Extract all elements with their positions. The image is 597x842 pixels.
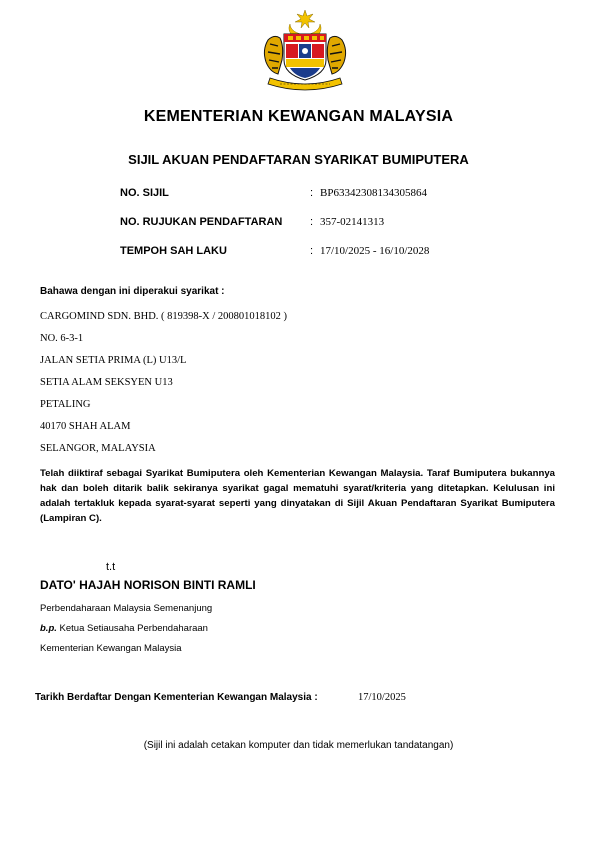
detail-row-certificate-no (120, 187, 560, 205)
detail-label: NO. RUJUKAN PENDAFTARAN (120, 216, 283, 228)
address-line: NO. 6-3-1 (40, 333, 84, 344)
signer-office: Perbendaharaan Malaysia Semenanjung (40, 603, 213, 614)
malaysia-coat-of-arms-icon (260, 10, 350, 92)
detail-value: 357-02141313 (320, 216, 385, 228)
signer-name: DATO' HAJAH NORISON BINTI RAMLI (40, 578, 256, 592)
bp-abbrev: b.p. (40, 623, 57, 634)
signer-title: Ketua Setiausaha Perbendaharaan (59, 623, 208, 634)
detail-colon: : (310, 187, 314, 199)
footer-note: (Sijil ini adalah cetakan komputer dan tidak memerlukan tandatangan) (143, 740, 454, 751)
address-line: PETALING (40, 399, 91, 410)
detail-value: 17/10/2025 - 16/10/2028 (320, 245, 430, 257)
detail-value: BP63342308134305864 (320, 187, 427, 199)
detail-row-validity-period (120, 245, 560, 263)
detail-colon: : (310, 245, 314, 257)
address-line: 40170 SHAH ALAM (40, 421, 131, 432)
detail-row-reference-no (120, 216, 560, 234)
address-line: SETIA ALAM SEKSYEN U13 (40, 377, 173, 388)
detail-label: NO. SIJIL (120, 187, 169, 199)
registration-date-label: Tarikh Berdaftar Dengan Kementerian Kewangan Malaysia : (35, 692, 318, 703)
detail-label: TEMPOH SAH LAKU (120, 245, 227, 257)
registration-date-value: 17/10/2025 (358, 692, 406, 703)
signer-ministry: Kementerian Kewangan Malaysia (40, 643, 182, 654)
detail-colon: : (310, 216, 314, 228)
address-line-company: CARGOMIND SDN. BHD. ( 819398-X / 200801018102 ) (40, 311, 288, 322)
ministry-title: KEMENTERIAN KEWANGAN MALAYSIA (143, 108, 454, 125)
recognition-paragraph: Telah diiktiraf sebagai Syarikat Bumiputera oleh Kementerian Kewangan Malaysia. Taraf Bumiputera bukannya hak dan boleh ditarik balik sekiranya syarikat gagal mematuhi syarat/kriteria yang ditetapkan. Kelulusan ini adalah tertakluk kepada syarat-syarat seperti yang dinyatakan di Sijil Akuan Pendaftaran Syarikat Bumiputera (Lampiran C). (40, 468, 555, 524)
address-line: JALAN SETIA PRIMA (L) U13/L (40, 355, 187, 366)
signature-tt: t.t (106, 561, 116, 573)
address-line: SELANGOR, MALAYSIA (40, 443, 156, 454)
signer-on-behalf (40, 623, 208, 634)
intro-text: Bahawa dengan ini diperakui syarikat : (40, 286, 225, 297)
certificate-title: SIJIL AKUAN PENDAFTARAN SYARIKAT BUMIPUTERA (128, 152, 469, 167)
